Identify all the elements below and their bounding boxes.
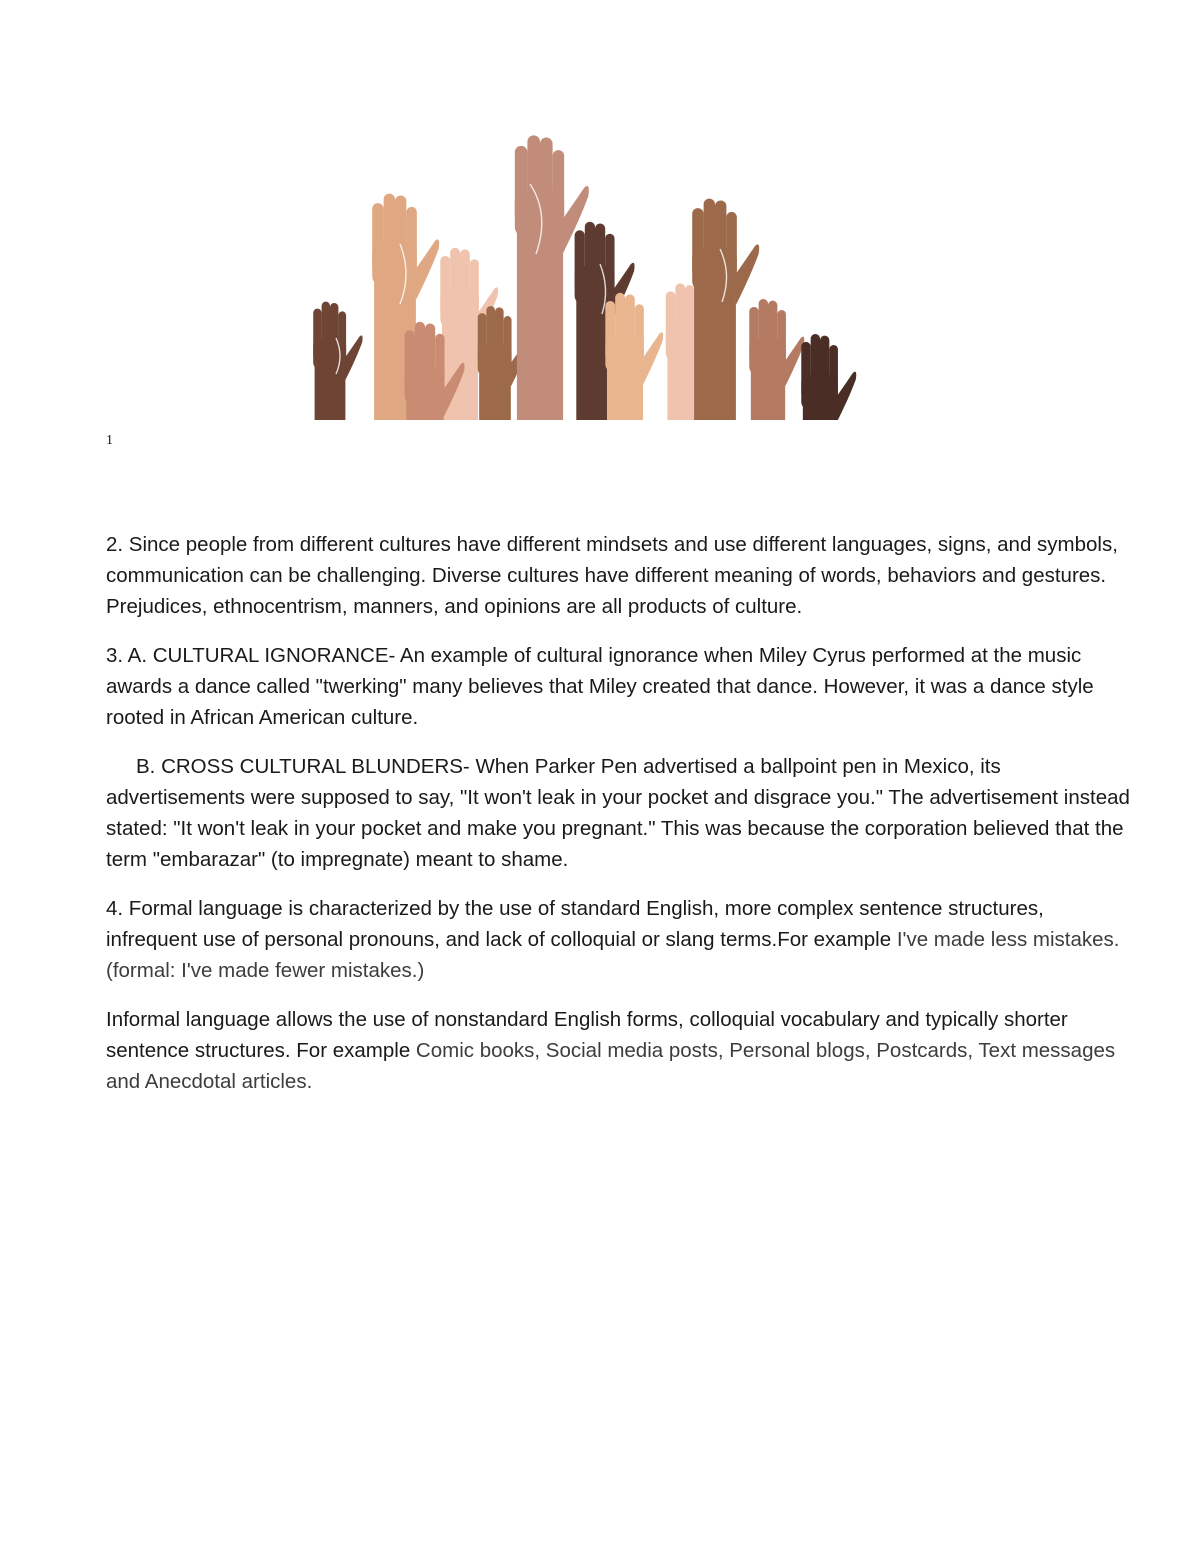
raised-hands-illustration xyxy=(300,124,860,420)
footnote-marker: 1 xyxy=(106,433,113,448)
paragraph-formal-language xyxy=(106,893,1136,986)
document-body xyxy=(106,529,1136,1115)
informal-language-example: Comic books, Social media posts, Personal blogs, Postcards, Text messages and Anecdotal articles. xyxy=(106,1039,1116,1093)
paragraph-cultural-ignorance: 3. A. CULTURAL IGNORANCE- An example of cultural ignorance when Miley Cyrus performed at the music awards a dance called "twerking" many believes that Miley created that dance. However, it was a dance style rooted in African American culture. xyxy=(106,644,1094,729)
hand-11 xyxy=(749,299,804,420)
hand-10 xyxy=(692,199,759,420)
paragraph-cross-cultural-blunders: B. CROSS CULTURAL BLUNDERS- When Parker Pen advertised a ballpoint pen in Mexico, its advertisements were supposed to say, "It won't leak in your pocket and disgrace you." The advertisement instead stated: "It won't leak in your pocket and make you pregnant." This was because the corporation believed that the term "embarazar" (to impregnate) meant to shame. xyxy=(106,755,1130,871)
paragraph-informal-language xyxy=(106,1004,1136,1097)
informal-language-text: Informal language allows the use of nonstandard English forms, colloquial vocabulary and typically shorter sentence structures. For example xyxy=(106,1008,1068,1062)
formal-language-text: 4. Formal language is characterized by the use of standard English, more complex sentence structures, infrequent use of personal pronouns, and lack of colloquial or slang terms.For example xyxy=(106,897,1044,951)
hand-1 xyxy=(313,302,362,420)
hand-9 xyxy=(605,293,663,420)
hand-12 xyxy=(801,334,856,420)
formal-language-example: I've made less mistakes. (formal: I've made fewer mistakes.) xyxy=(106,928,1120,982)
paragraph-cultural-communication: 2. Since people from different cultures have different mindsets and use different languages, signs, and symbols, communication can be challenging. Diverse cultures have different meaning of words, behaviors and gestures. Prejudices, ethnocentrism, manners, and opinions are all products of culture. xyxy=(106,533,1118,618)
